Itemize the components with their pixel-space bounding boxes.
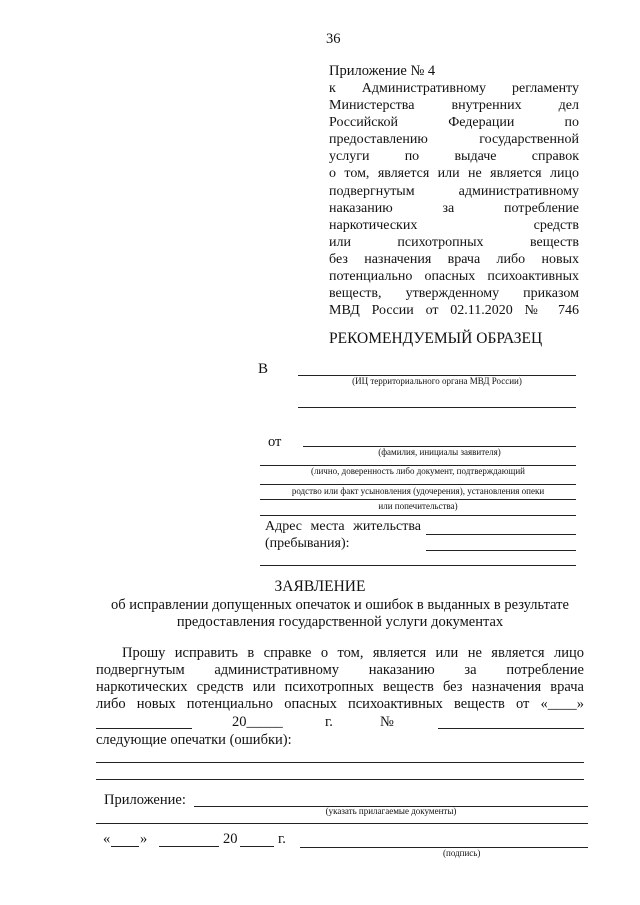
appendix-title: Приложение № 4 (329, 63, 436, 79)
appendix-line: к Административному регламенту (329, 81, 579, 96)
appendix-line: подвергнутым административному (329, 183, 579, 199)
to-prefix: В (258, 361, 269, 377)
appendix-line: Российской Федерации по (329, 115, 579, 131)
body-line-1: Прошу исправить в справке о том, является или не является лицо (122, 645, 584, 661)
to-caption: (ИЦ территориального органа МВД России) (352, 376, 522, 386)
appendix-line: или психотропных веществ (329, 234, 579, 250)
statement-title: ЗАЯВЛЕНИЕ (274, 578, 366, 595)
appendix-line: Министерства внутренних дел (329, 98, 579, 114)
appendix-text (329, 80, 579, 319)
body-line-4: либо новых потенциально опасных психоактивных веществ от «____» (96, 696, 584, 712)
from-prefix: от (268, 434, 282, 450)
address-line-1[interactable] (426, 534, 576, 535)
appendix-line: МВД России от 02.11.2020 № 746 (329, 303, 579, 319)
attachment-label: Приложение: (104, 792, 186, 808)
body-line-3: наркотических средств или психотропных веществ без назначения врача (96, 679, 584, 695)
statement-subtitle-1: об исправлении допущенных опечаток и ошибок в выданных в результате (111, 597, 569, 613)
attachment-caption: (указать прилагаемые документы) (325, 806, 457, 816)
body-year: 20_____ (232, 714, 283, 730)
from-doc-caption-2: родство или факт усыновления (удочерения), установления опеки (291, 486, 545, 496)
number-line[interactable] (438, 728, 584, 729)
signature-caption: (подпись) (443, 848, 481, 858)
body-number-sign: № (380, 714, 394, 730)
sig-date-open: « (103, 831, 111, 847)
appendix-line: услуги по выдаче справок (329, 149, 579, 165)
from-name-caption: (фамилия, инициалы заявителя) (378, 447, 501, 457)
errors-label: следующие опечатки (ошибки): (96, 732, 292, 748)
sig-day-line[interactable] (111, 846, 139, 847)
address-line-2[interactable] (426, 550, 576, 551)
attachment-line-2[interactable] (96, 823, 588, 824)
sig-date-close: » (140, 831, 148, 847)
sig-month-line[interactable] (159, 846, 219, 847)
appendix-line: предоставлению государственной (329, 132, 579, 148)
sig-year-line[interactable] (240, 846, 274, 847)
appendix-line: наказанию за потребление (329, 200, 579, 216)
from-doc-line-3[interactable] (260, 499, 576, 500)
sample-heading: РЕКОМЕНДУЕМЫЙ ОБРАЗЕЦ (329, 330, 543, 347)
body-line-2: подвергнутым административному наказанию за потребление (96, 662, 584, 678)
appendix-line: о том, является или не является лицо (329, 166, 579, 182)
appendix-line: потенциально опасных психоактивных (329, 269, 579, 285)
page-number: 36 (326, 31, 341, 47)
address-line-3[interactable] (260, 565, 576, 566)
from-doc-line-4[interactable] (260, 515, 576, 516)
from-doc-line-2[interactable] (260, 484, 576, 485)
from-doc-caption-1: (лично, доверенность либо документ, подтверждающий (311, 466, 525, 476)
appendix-line: без назначения врача либо новых (329, 251, 579, 267)
address-label-2: (пребывания): (265, 536, 350, 551)
sig-g: г. (278, 831, 286, 847)
errors-line-1[interactable] (96, 762, 584, 763)
body-g: г. (325, 714, 333, 730)
appendix-line: наркотических средств (329, 217, 579, 233)
from-doc-caption-3: или попечительства) (378, 501, 458, 511)
sig-year: 20 (223, 831, 238, 847)
statement-subtitle-2: предоставления государственной услуги документах (176, 614, 504, 630)
address-label-1: Адрес места жительства (265, 519, 421, 534)
date-day-line[interactable] (96, 728, 192, 729)
errors-line-2[interactable] (96, 779, 584, 780)
appendix-line: веществ, утвержденному приказом (329, 286, 579, 302)
to-line-2[interactable] (298, 407, 576, 408)
